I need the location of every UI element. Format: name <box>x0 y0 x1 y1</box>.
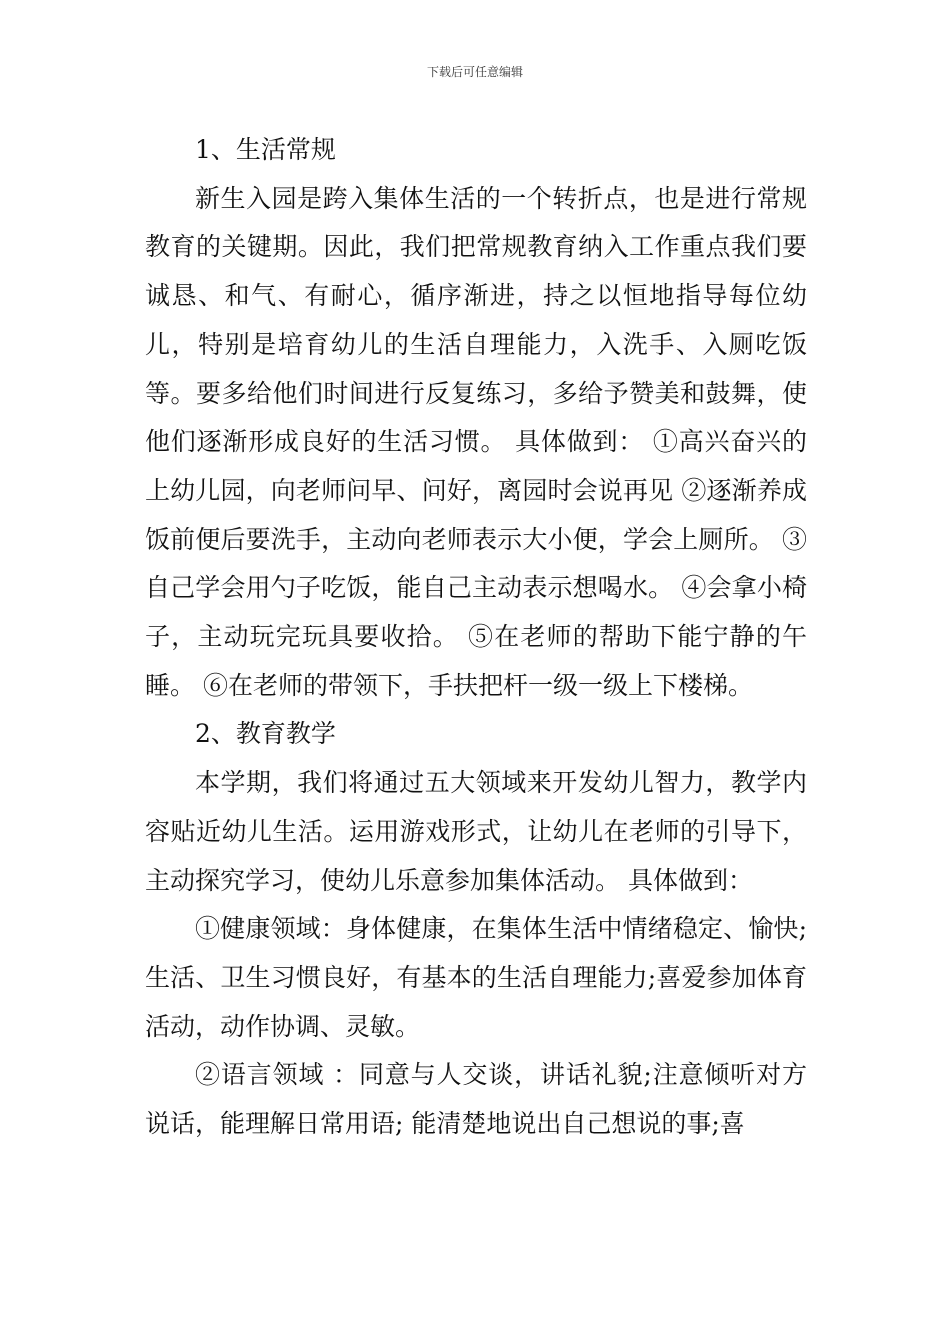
page-header: 下载后可任意编辑 <box>426 65 523 79</box>
section-heading-education-teaching: 2、教育教学 <box>195 719 336 749</box>
document-body <box>145 126 807 1149</box>
paragraph-language-domain: ②语言领域 ：同意与人交谈，讲话礼貌;注意倾听对方说话，能理解日常用语; 能清楚地说出自己想说的事;喜 <box>145 1060 807 1139</box>
paragraph-education-intro: 本学期，我们将通过五大领域来开发幼儿智力，教学内容贴近幼儿生活。运用游戏形式，让幼儿在老师的引导下，主动探究学习，使幼儿乐意参加集体活动。 具体做到： <box>145 768 807 895</box>
paragraph-daily-routine: 新生入园是跨入集体生活的一个转折点，也是进行常规教育的关键期。因此，我们把常规教育纳入工作重点我们要诚恳、和气、有耐心，循序渐进，持之以恒地指导每位幼儿，特别是培育幼儿的生活自理能力，入洗手、入厕吃饭等。要多给他们时间进行反复练习，多给予赞美和鼓舞，使他们逐渐形成良好的生活习惯。 具体做到： ①高兴奋兴的上幼儿园，向老师问早、问好，离园时会说再见 ②逐渐养成饭前便后要洗手，主动向老师表示大小便，学会上厕所。 ③自己学会用勺子吃饭，能自己主动表示想喝水。 ④会拿小椅子，主动玩完玩具要收拾。 ⑤在老师的帮助下能宁静的午睡。 ⑥在老师的带领下，手扶把杆一级一级上下楼梯。 <box>145 183 807 700</box>
paragraph-health-domain: ①健康领域：身体健康，在集体生活中情绪稳定、愉快;生活、卫生习惯良好，有基本的生活自理能力;喜爱参加体育活动，动作协调、灵敏。 <box>145 914 807 1041</box>
section-heading-daily-routine: 1、生活常规 <box>195 135 336 164</box>
